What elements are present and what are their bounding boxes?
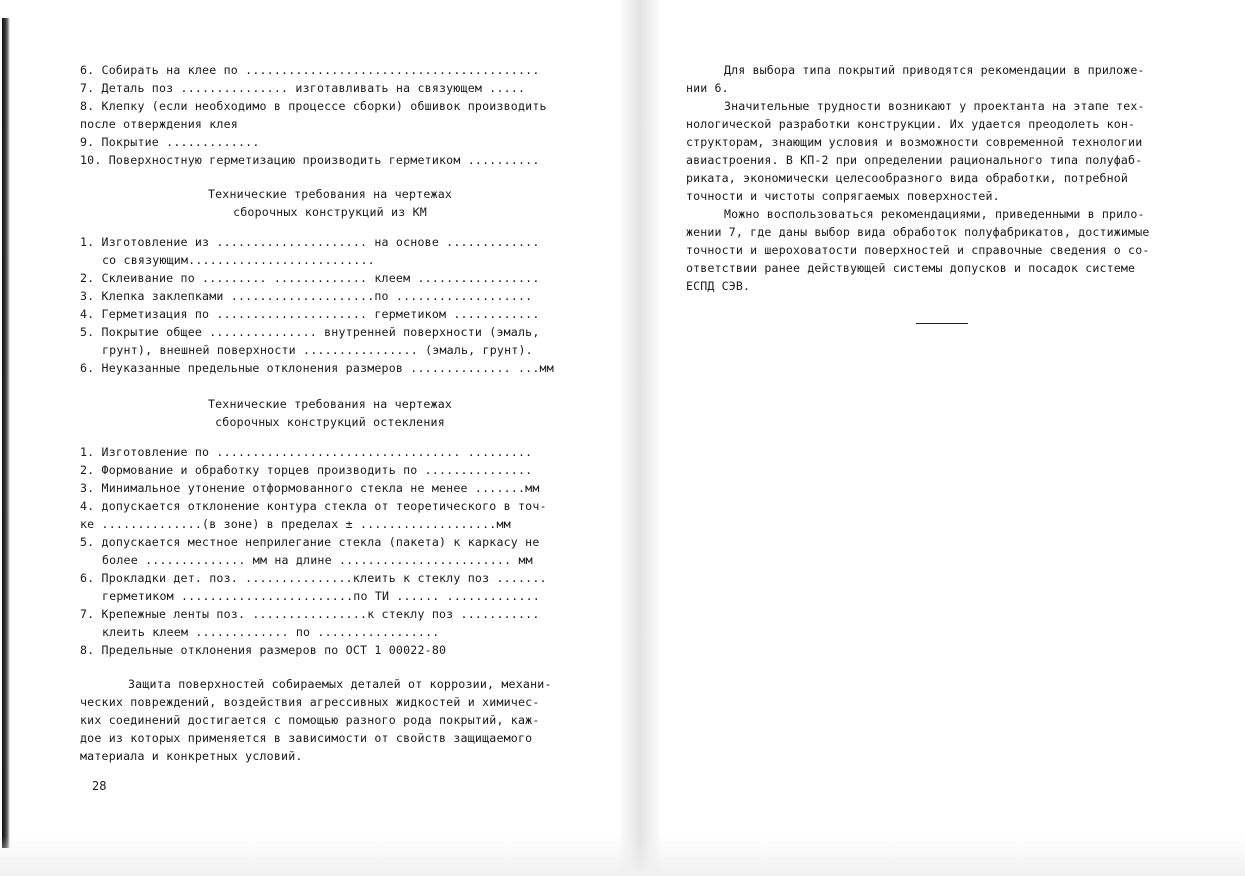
paragraph-line: дое из которых применяется в зависимости от свойств защищаемого <box>80 731 533 745</box>
list-item-continuation: герметиком ........................по ТИ ...... ............. <box>102 589 540 603</box>
list-item-continuation: ке ..............(в зоне) в пределах ± ...................мм <box>80 517 511 531</box>
paragraph-line: структорам, знающим условия и возможности современной технологии <box>686 135 1143 149</box>
page-bottom-shade <box>0 836 1245 876</box>
list-item: 6. Прокладки дет. поз. ...............клеить к стеклу поз ....... <box>80 571 547 585</box>
list-item: 4. допускается отклонение контура стекла от теоретического в точ- <box>80 499 547 513</box>
list-item: 5. Покрытие общее ............... внутренней поверхности (эмаль, <box>80 325 540 339</box>
list-item-continuation: клеить клеем ............. по ................. <box>102 625 440 639</box>
list-item-continuation: грунт), внешней поверхности ................ (эмаль, грунт). <box>102 343 533 357</box>
paragraph-line: ческих повреждений, воздействия агрессивных жидкостей и химичес- <box>80 695 540 709</box>
page-number: 28 <box>92 779 107 793</box>
paragraph-line: Значительные трудности возникают у проектанта на этапе тех- <box>724 99 1145 113</box>
section-title: Технические требования на чертежах <box>207 397 453 411</box>
list-item: 8. Предельные отклонения размеров по ОСТ 1 00022-80 <box>80 643 447 657</box>
paragraph-line: Защита поверхностей собираемых деталей от коррозии, механи- <box>128 677 552 691</box>
list-item: 4. Герметизация по ..................... герметиком ............ <box>80 307 540 321</box>
paragraph-line: материала и конкретных условий. <box>80 749 303 763</box>
list-item: 7. Крепежные ленты поз. ................к стеклу поз ........... <box>80 607 540 621</box>
list-item: 3. Минимальное утонение отформованного стекла не менее .......мм <box>80 481 540 495</box>
paragraph-line: точности и шероховатости поверхностей и справочные сведения о со- <box>686 243 1150 257</box>
paragraph-line: нии 6. <box>686 81 729 95</box>
paragraph-line: точности и чистоты сопрягаемых поверхностей. <box>686 189 1000 203</box>
list-item: 2. Склеивание по ......... ............. клеем ................. <box>80 271 540 285</box>
list-item: 1. Изготовление по .................................. ......... <box>80 445 533 459</box>
paragraph-line: ответствии ранее действующей системы допусков и посадок системе <box>686 261 1136 275</box>
list-item: 6. Неуказанные предельные отклонения размеров .............. ...мм <box>80 361 554 375</box>
list-item: 8. Клепку (если необходимо в процессе сборки) обшивок производить <box>80 99 547 113</box>
section-end-rule <box>916 323 968 324</box>
section-title: Технические требования на чертежах <box>207 187 453 201</box>
list-item: 2. Формование и обработку торцев производить по ............... <box>80 463 533 477</box>
list-item-continuation: после отверждения клея <box>80 117 238 131</box>
paragraph-line: нологической разработки конструкции. Их удается преодолеть кон- <box>686 117 1136 131</box>
paragraph-line: жении 7, где даны выбор вида обработок полуфабрикатов, достижимые <box>686 225 1150 239</box>
paragraph-line: ких соединений достигается с помощью разного рода покрытий, каж- <box>80 713 540 727</box>
binding-edge <box>2 18 10 848</box>
list-item: 6. Собирать на клее по ......................................... <box>80 63 540 77</box>
section-title: сборочных конструкций остекления <box>215 415 445 429</box>
section-title: сборочных конструкций из КМ <box>233 205 427 219</box>
list-item-continuation: со связующим.......................... <box>102 253 375 267</box>
list-item: 5. допускается местное неприлегание стекла (пакета) к каркасу не <box>80 535 540 549</box>
paragraph-line: риката, экономически целесообразного вида обработки, потребной <box>686 171 1129 185</box>
paragraph-line: Для выбора типа покрытий приводятся рекомендации в приложе- <box>724 63 1145 77</box>
paragraph-line: авиастроения. В КП-2 при определении рационального типа полуфаб- <box>686 153 1143 167</box>
list-item: 3. Клепка заклепками ....................по ................... <box>80 289 533 303</box>
list-item: 10. Поверхностную герметизацию производить герметиком .......... <box>80 153 540 167</box>
list-item: 1. Изготовление из ..................... на основе ............. <box>80 235 540 249</box>
paragraph-line: ЕСПД СЭВ. <box>686 279 751 293</box>
list-item: 9. Покрытие ............. <box>80 135 260 149</box>
list-item: 7. Деталь поз ............... изготавливать на связующем ..... <box>80 81 526 95</box>
paragraph-line: Можно воспользоваться рекомендациями, приведенными в прило- <box>724 207 1145 221</box>
list-item-continuation: более .............. мм на длине ........................ мм <box>102 553 533 567</box>
page-gutter <box>618 0 662 876</box>
